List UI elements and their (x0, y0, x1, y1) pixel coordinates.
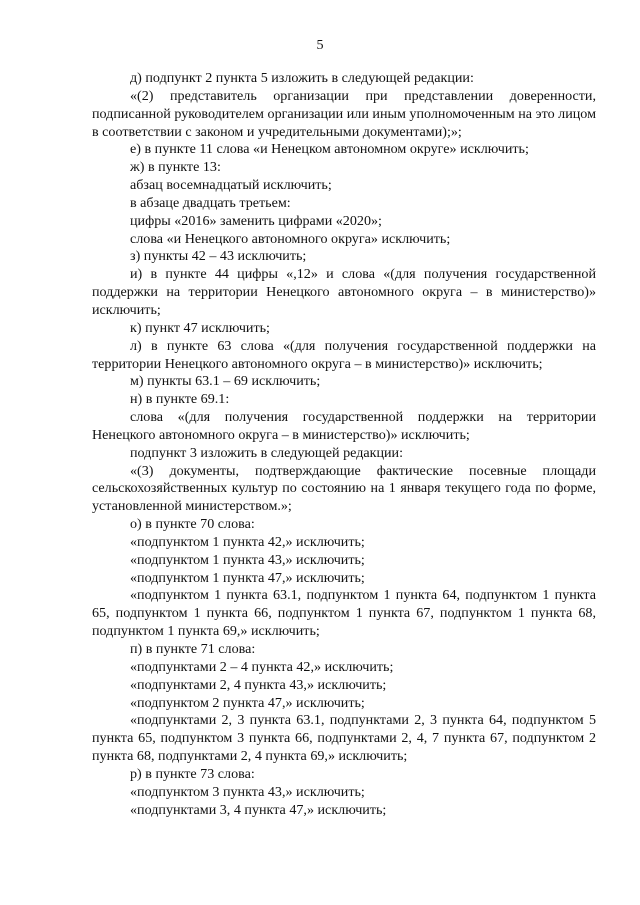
paragraph: «подпунктами 2 – 4 пункта 42,» исключить; (130, 658, 394, 675)
page-number: 5 (316, 37, 324, 53)
paragraph: «подпунктом 3 пункта 43,» исключить; (130, 783, 365, 800)
paragraph: «(2) представитель организации при представлении доверенности, подписанной руководителем организации или иным уполномоченным на это лицом в соответствии с законом и учредительными документами);»; (92, 87, 596, 140)
paragraph: «(3) документы, подтверждающие фактические посевные площади сельскохозяйственных культур по состоянию на 1 января текущего года по форме, установленной министерством.»; (92, 462, 596, 515)
document-body (92, 70, 596, 819)
paragraph: цифры «2016» заменить цифрами «2020»; (130, 212, 382, 229)
paragraph: «подпунктом 1 пункта 47,» исключить; (130, 569, 365, 586)
paragraph: л) в пункте 63 слова «(для получения государственной поддержки на территории Ненецкого автономного округа – в министерство)» исключить; (92, 337, 596, 372)
paragraph: «подпунктами 2, 4 пункта 43,» исключить; (130, 676, 387, 693)
paragraph: к) пункт 47 исключить; (130, 319, 270, 336)
paragraph: слова «(для получения государственной поддержки на территории Ненецкого автономного округа – в министерство)» исключить; (92, 409, 596, 443)
paragraph: подпункт 3 изложить в следующей редакции: (130, 444, 404, 461)
paragraph: п) в пункте 71 слова: (130, 641, 256, 657)
paragraph: «подпунктом 1 пункта 63.1, подпунктом 1 пункта 64, подпунктом 1 пункта 65, подпунктом 1 пункта 66, подпунктом 1 пункта 67, подпунктом 1 пункта 68, подпунктом 1 пункта 69,» исключить; (92, 587, 596, 640)
paragraph: слова «и Ненецкого автономного округа» исключить; (130, 230, 451, 247)
paragraph: в абзаце двадцать третьем: (130, 194, 291, 211)
paragraph: абзац восемнадцатый исключить; (130, 177, 332, 194)
paragraph: «подпунктом 1 пункта 42,» исключить; (130, 533, 365, 550)
paragraph: «подпунктом 1 пункта 43,» исключить; (130, 551, 365, 568)
paragraph: «подпунктами 2, 3 пункта 63.1, подпунктами 2, 3 пункта 64, подпунктом 5 пункта 65, подпунктом 3 пункта 66, подпунктами 2, 4, 7 пункта 67, подпунктом 2 пункта 68, подпунктами 2, 4 пункта 69,» исключить; (92, 712, 596, 765)
paragraph: е) в пункте 11 слова «и Ненецком автономном округе» исключить; (130, 141, 529, 158)
paragraph: м) пункты 63.1 – 69 исключить; (130, 373, 321, 390)
paragraph: н) в пункте 69.1: (130, 391, 230, 408)
paragraph: д) подпункт 2 пункта 5 изложить в следующей редакции: (130, 70, 474, 86)
paragraph: «подпунктом 2 пункта 47,» исключить; (130, 694, 365, 711)
paragraph: о) в пункте 70 слова: (130, 516, 255, 533)
paragraph: ж) в пункте 13: (130, 159, 221, 176)
paragraph: «подпунктами 3, 4 пункта 47,» исключить; (130, 801, 387, 818)
paragraph: и) в пункте 44 цифры «,12» и слова «(для получения государственной поддержки на территории Ненецкого автономного округа – в министерство)» исключить; (92, 266, 596, 318)
paragraph: з) пункты 42 – 43 исключить; (130, 248, 307, 265)
paragraph: р) в пункте 73 слова: (130, 765, 255, 782)
